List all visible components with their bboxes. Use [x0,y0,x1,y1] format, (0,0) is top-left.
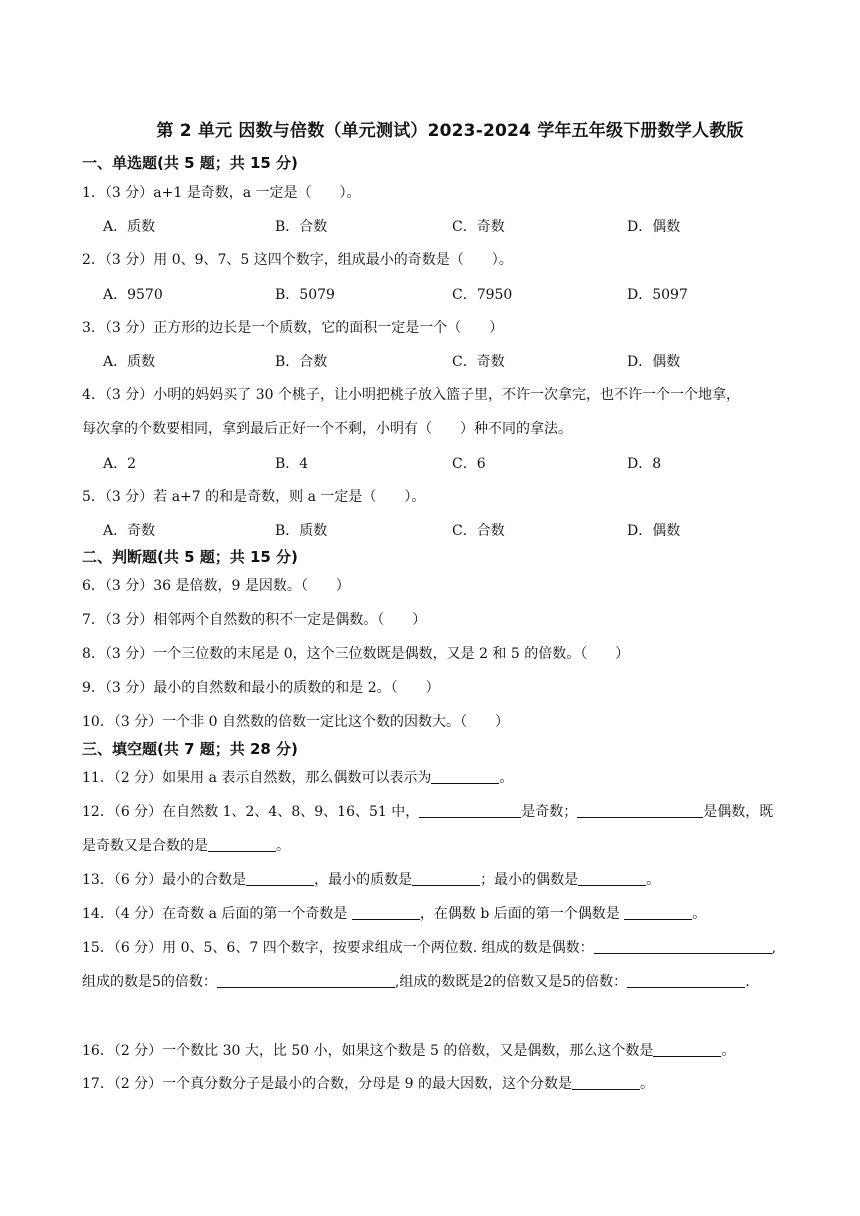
question-12-line-2 [82,835,290,855]
question-11-text: 11．（2 分）如果用 a 表示自然数，那么偶数可以表示为 [82,770,432,786]
option-c: C．奇数 [452,354,505,370]
answer-blank[interactable] [594,939,772,954]
option-d: D．偶数 [627,523,681,539]
question-17-text: 17．（2 分）一个真分数分子是最小的合数，分母是 9 的最大因数，这个分数是 [82,1076,572,1092]
question-2-stem: 2．（3 分）用 0、9、7、5 这四个数字，组成最小的奇数是（ ）。 [82,252,513,268]
question-14 [82,903,706,923]
answer-blank[interactable] [653,1042,721,1057]
option-d: D．5097 [627,287,688,303]
answer-blank[interactable] [246,871,314,886]
question-5-stem: 5．（3 分）若 a+7 的和是奇数，则 a 一定是（ ）。 [82,489,426,505]
question-10: 10．（3 分）一个非 0 自然数的倍数一定比这个数的因数大。（ ） [82,714,509,730]
option-b: B．5079 [275,287,335,303]
option-d: D．偶数 [627,219,681,235]
option-a: A．9570 [103,287,163,303]
question-13-text-2: ，最小的质数是 [314,872,413,888]
question-15-text-3: 组成的数是5的倍数： [82,974,217,990]
question-15-line-2 [82,971,750,991]
question-14-end: 。 [692,906,707,922]
question-12-text-2: 是奇数； [521,804,578,820]
question-12-text-3: 是偶数，既 [703,804,774,820]
option-a: A．质数 [103,219,156,235]
question-1-options [103,216,803,236]
answer-blank[interactable] [572,1075,640,1090]
answer-blank[interactable] [577,803,703,818]
option-d: D．8 [627,456,662,472]
question-17 [82,1073,654,1093]
answer-blank[interactable] [627,973,745,988]
question-4-stem-line-1: 4．（3 分）小明的妈妈买了 30 个桃子，让小明把桃子放入篮子里，不许一次拿完，也不许一个一个地拿， [82,387,740,403]
answer-blank[interactable] [624,905,692,920]
question-16-text: 16．（2 分）一个数比 30 大，比 50 小，如果这个数是 5 的倍数，又是偶数，那么这个数是 [82,1043,654,1059]
question-16-end: 。 [721,1043,736,1059]
question-15-comma: , [771,940,777,956]
question-15-end: . [745,974,750,990]
question-11-end: 。 [499,770,514,786]
question-16 [82,1040,735,1060]
answer-blank[interactable] [419,803,521,818]
question-3-options [103,351,803,371]
question-14-text: 14．（4 分）在奇数 a 后面的第一个奇数是 [82,906,352,922]
question-4-options [103,453,803,473]
question-2-options [103,284,803,304]
question-1-stem: 1．（3 分）a+1 是奇数，a 一定是（ ）。 [82,185,361,201]
question-12-text-4: 是奇数又是合数的是 [82,838,208,854]
question-12-text: 12．（6 分）在自然数 1、2、4、8、9、16、51 中， [82,804,420,820]
question-15-text-4: ,组成的数既是2的倍数又是5的倍数： [394,974,628,990]
question-8: 8．（3 分）一个三位数的末尾是 0，这个三位数既是偶数，又是 2 和 5 的倍数。（ ） [82,646,630,662]
page-title: 第 2 单元 因数与倍数（单元测试）2023-2024 学年五年级下册数学人教版 [156,121,744,141]
section-heading-fill-blank: 三、填空题(共 7 题；共 28 分) [82,740,298,758]
question-13 [82,869,660,889]
question-12-end: 。 [276,838,290,854]
section-heading-true-false: 二、判断题(共 5 题；共 15 分) [82,548,298,566]
answer-blank[interactable] [431,769,499,784]
question-15-line-1 [82,937,776,957]
question-12-line-1 [82,801,773,821]
option-a: A．2 [103,456,137,472]
option-c: C．7950 [452,287,513,303]
question-15-text: 15．（6 分）用 0、5、6、7 四个数字，按要求组成一个两位数. 组成的数是偶数： [82,940,594,956]
answer-blank[interactable] [412,871,480,886]
question-17-end: 。 [639,1076,654,1092]
question-5-options [103,520,803,540]
answer-blank[interactable] [208,837,276,852]
answer-blank[interactable] [352,905,420,920]
option-c: C．合数 [452,523,505,539]
answer-blank[interactable] [217,973,395,988]
question-7: 7．（3 分）相邻两个自然数的积不一定是偶数。（ ） [82,612,427,628]
question-9: 9．（3 分）最小的自然数和最小的质数的和是 2。（ ） [82,680,440,696]
option-b: B．质数 [275,523,328,539]
question-6: 6．（3 分）36 是倍数，9 是因数。（ ） [82,578,350,594]
option-d: D．偶数 [627,354,681,370]
option-a: A．奇数 [103,523,156,539]
option-b: B．合数 [275,219,328,235]
option-b: B．合数 [275,354,328,370]
question-14-text-2: ，在偶数 b 后面的第一个偶数是 [419,906,625,922]
option-a: A．质数 [103,354,156,370]
question-11 [82,767,513,787]
question-3-stem: 3．（3 分）正方形的边长是一个质数，它的面积一定是一个（ ） [82,320,504,336]
option-b: B．4 [275,456,309,472]
option-c: C．6 [452,456,486,472]
section-heading-single-choice: 一、单选题(共 5 题；共 15 分) [82,154,298,172]
option-c: C．奇数 [452,219,505,235]
question-13-end: 。 [646,872,661,888]
answer-blank[interactable] [578,871,646,886]
question-4-stem-line-2: 每次拿的个数要相同，拿到最后正好一个不剩，小明有（ ）种不同的拿法。 [82,421,572,437]
question-13-text-3: ；最小的偶数是 [480,872,579,888]
question-13-text: 13．（6 分）最小的合数是 [82,872,247,888]
